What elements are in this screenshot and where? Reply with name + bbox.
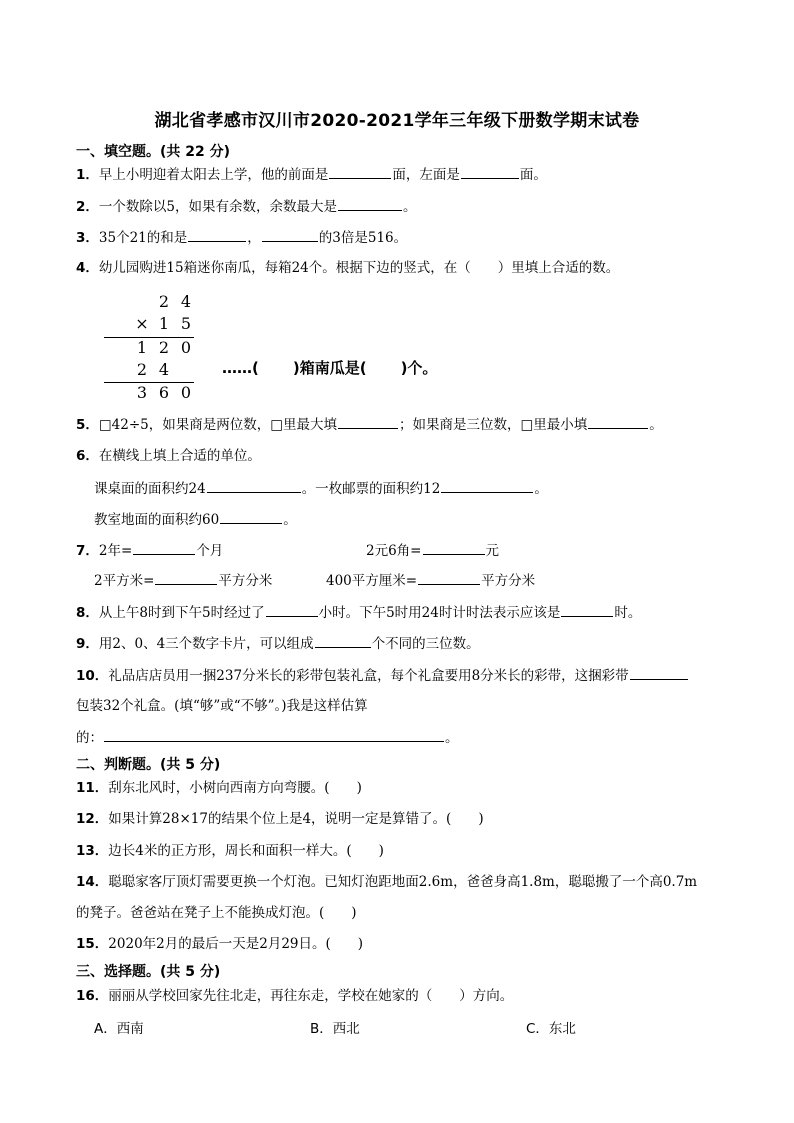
option-c[interactable]: C．东北 [526, 1021, 576, 1037]
question-12: 12．如果计算28×17的结果个位上是4，说明一定是算错了。( ) [76, 811, 484, 827]
calc-digit: 2 [158, 292, 170, 311]
calc-digit: 1 [158, 314, 170, 333]
answer-blank[interactable] [266, 603, 318, 617]
question-3: 3．35个21的和是 ， 的3倍是516。 [76, 230, 408, 246]
calc-digit: 4 [158, 360, 170, 379]
multiply-sign: × [135, 314, 149, 333]
calc-digit: 2 [136, 360, 148, 379]
question-5: 5．□42÷5，如果商是两位数，□里最大填 ；如果商是三位数，□里最小填 。 [76, 417, 663, 433]
answer-blank[interactable] [461, 165, 519, 179]
question-15: 15．2020年2月的最后一天是2月29日。( ) [76, 936, 364, 952]
answer-blank[interactable] [441, 479, 533, 493]
question-11: 11．刮东北风时，小树向西南方向弯腰。( ) [76, 780, 362, 796]
question-4: 4．幼儿园购进15箱迷你南瓜，每箱24个。根据下边的竖式，在（ ）里填上合适的数。 [76, 260, 620, 276]
answer-blank[interactable] [188, 228, 246, 242]
answer-blank[interactable] [338, 415, 398, 429]
answer-blank[interactable] [561, 603, 613, 617]
answer-blank[interactable] [630, 666, 688, 680]
question-10: 10．礼品店店员用一捆237分米长的彩带包装礼盒，每个礼盒要用8分米长的彩带，这捆彩带 [76, 666, 689, 685]
question-6-line-2: 课桌面的面积约24 。一枚邮票的面积约12 。 [94, 481, 548, 497]
calc-digit: 6 [158, 383, 170, 402]
answer-blank[interactable] [423, 541, 485, 555]
answer-blank[interactable] [104, 728, 444, 742]
question-14-line-2: 的凳子。爸爸站在凳子上不能换成灯泡。( ) [76, 905, 357, 921]
vertical-multiplication [104, 292, 214, 404]
question-13: 13．边长4米的正方形，周长和面积一样大。( ) [76, 843, 384, 859]
calc-digit: 3 [136, 383, 148, 402]
option-b[interactable]: B．西北 [310, 1021, 360, 1037]
question-7-part-2: 2元6角= 元 [366, 543, 499, 559]
question-10-line-3: 的： 。 [76, 730, 459, 746]
section-judge-heading: 二、判断题。(共 5 分) [76, 757, 221, 773]
question-1: 1．早上小明迎着太阳去上学，他的前面是 面，左面是 面。 [76, 167, 547, 183]
question-7: 7．2年= 个月 [76, 543, 224, 559]
section-choice-heading: 三、选择题。(共 5 分) [76, 964, 221, 980]
answer-blank[interactable] [220, 510, 282, 524]
question-10-line-2: 包装32个礼盒。(填“够”或“不够”。)我是这样估算 [76, 698, 368, 714]
question-8: 8．从上午8时到下午5时经过了 小时。下午5时用24时计时法表示应该是 时。 [76, 605, 642, 621]
question-9: 9．用2、0、4三个数字卡片，可以组成 个不同的三位数。 [76, 636, 480, 652]
question-2: 2．一个数除以5，如果有余数，余数最大是 。 [76, 199, 417, 215]
answer-blank[interactable] [338, 197, 402, 211]
question-14: 14．聪聪家客厅顶灯需要更换一个灯泡。已知灯泡距地面2.6m，爸爸身高1.8m，聪聪搬了一个高0.7m [76, 874, 698, 890]
question-6-line-3: 教室地面的面积约60 。 [94, 512, 297, 528]
answer-blank[interactable] [588, 415, 648, 429]
calc-annotation: ……( )箱南瓜是( )个。 [222, 359, 438, 377]
answer-blank[interactable] [155, 571, 217, 585]
calc-digit: 1 [136, 338, 148, 357]
question-16: 16．丽丽从学校回家先往北走，再往东走，学校在她家的（ ）方向。 [76, 988, 514, 1004]
question-6: 6．在横线上填上合适的单位。 [76, 448, 261, 464]
question-7-part-4: 400平方厘米= 平方分米 [326, 573, 536, 589]
answer-blank[interactable] [133, 541, 195, 555]
calc-digit: 0 [180, 338, 192, 357]
answer-blank[interactable] [315, 634, 371, 648]
page-title: 湖北省孝感市汉川市2020-2021学年三年级下册数学期末试卷 [154, 111, 640, 131]
calc-digit: 0 [180, 383, 192, 402]
answer-blank[interactable] [262, 228, 318, 242]
question-7-part-3: 2平方米= 平方分米 [94, 573, 273, 589]
answer-blank[interactable] [207, 479, 301, 493]
answer-blank[interactable] [329, 165, 391, 179]
section-fill-heading: 一、填空题。(共 22 分) [76, 144, 231, 160]
calc-digit: 2 [158, 338, 170, 357]
calc-digit: 5 [180, 314, 192, 333]
answer-blank[interactable] [418, 571, 480, 585]
calc-digit: 4 [180, 292, 192, 311]
option-a[interactable]: A．西南 [94, 1021, 144, 1037]
